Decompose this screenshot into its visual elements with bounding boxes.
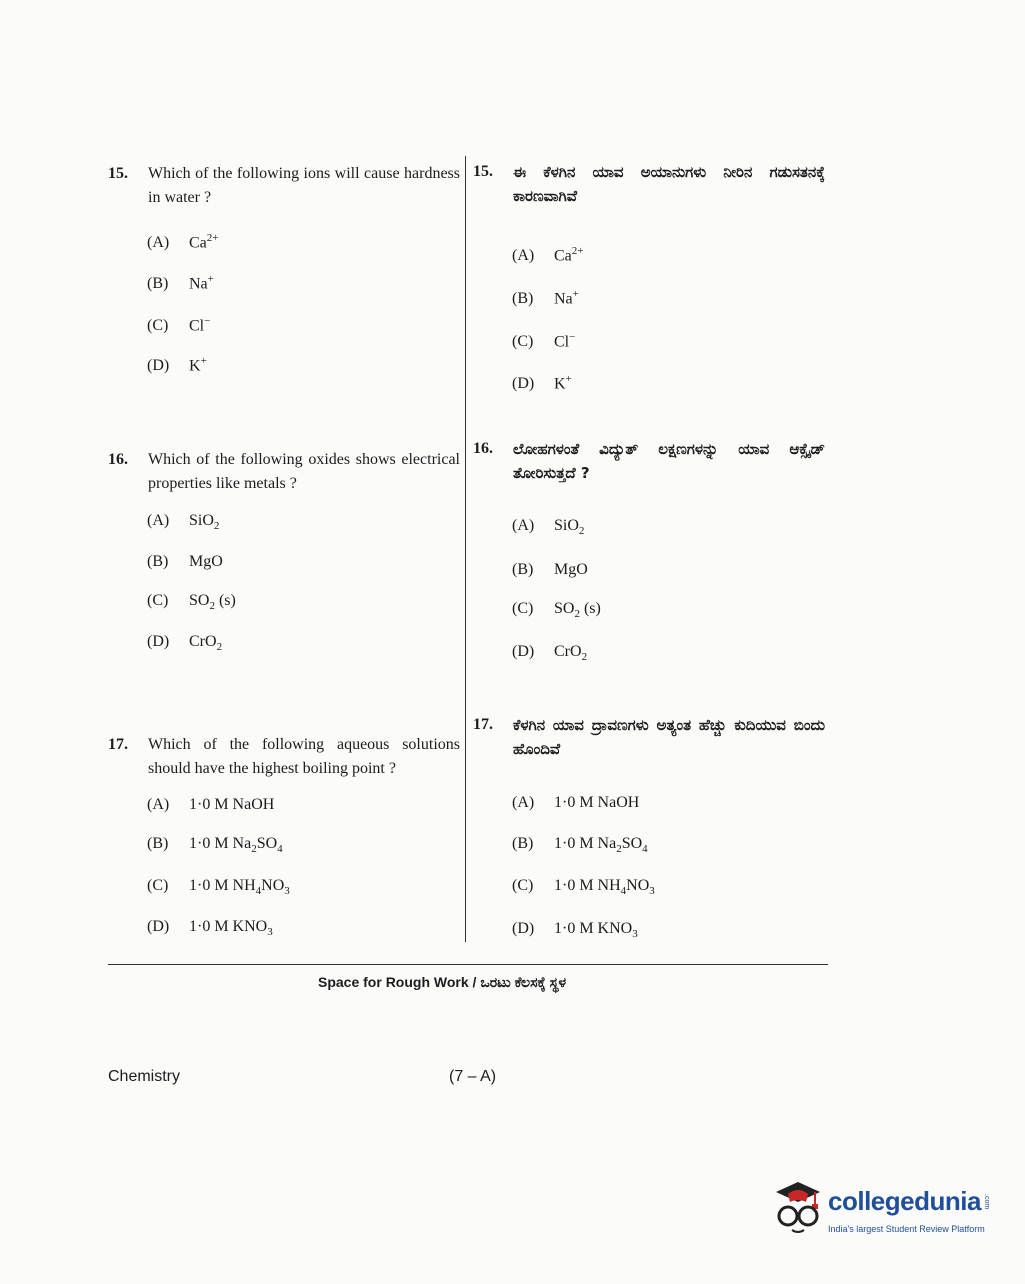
option-b: (B) 1·0 M $Na_2SO_4$ <box>147 835 283 856</box>
page-number: (7 – A) <box>449 1068 497 1085</box>
option-d: (D) K+ <box>147 355 207 375</box>
question-text: ಕೆಳಗಿನ ಯಾವ ದ್ರಾವಣಗಳು ಅತ್ಯಂತ ಹೆಚ್ಚು ಕುದಿಯುವ ಬಿಂದು ಹೊಂದಿವೆ <box>513 716 825 758</box>
option-b: (B) Na+ <box>147 273 214 293</box>
footer-rule <box>108 964 828 965</box>
option-d: (D) 1·0 M $KNO_3$ <box>512 920 638 941</box>
question-16-en <box>108 448 460 498</box>
question-text: Which of the following aqueous solutions should have the highest boiling point ? <box>148 736 460 777</box>
question-number: 15. <box>473 163 493 180</box>
option-c: (C) $SO_2$ (s) <box>512 600 601 621</box>
column-divider <box>465 156 466 942</box>
logo-com: .com <box>983 1194 990 1210</box>
option-c: (C) Cl− <box>512 331 576 351</box>
mascot-icon <box>770 1180 826 1240</box>
option-d: (D) K+ <box>512 373 572 393</box>
option-b: (B) Na+ <box>512 288 579 308</box>
option-b: (B) MgO <box>147 553 223 570</box>
question-number: 15. <box>108 165 128 182</box>
question-text: ಲೋಹಗಳಂತೆ ವಿದ್ಯುತ್ ಲಕ್ಷಣಗಳನ್ನು ಯಾವ ಆಕ್ಸೈಡ್ ತೋರಿಸುತ್ತದೆ ? <box>513 440 825 482</box>
option-c: (C) Cl− <box>147 315 211 335</box>
option-a: (A) SiO$_2$ <box>512 517 585 538</box>
question-16-kn <box>473 437 825 487</box>
question-text: ಈ ಕೆಳಗಿನ ಯಾವ ಅಯಾನುಗಳು ನೀರಿನ ಗಡುಸತನಕ್ಕೆ ಕಾರಣವಾಗಿವೆ <box>513 163 825 205</box>
option-b: (B) 1·0 M $Na_2SO_4$ <box>512 835 648 856</box>
option-c: (C) 1·0 M $NH_4NO_3$ <box>512 877 655 898</box>
question-17-kn <box>473 713 825 763</box>
option-a: (A) 1·0 M NaOH <box>512 794 640 811</box>
collegedunia-logo <box>770 1180 1000 1240</box>
question-number: 17. <box>108 736 128 753</box>
option-a: (A) 1·0 M NaOH <box>147 796 275 813</box>
question-text: Which of the following ions will cause hardness in water ? <box>148 165 460 206</box>
subject-label: Chemistry <box>108 1068 181 1085</box>
question-number: 17. <box>473 716 493 733</box>
question-15-en <box>108 162 460 212</box>
option-d: (D) CrO$_2$ <box>147 633 223 654</box>
option-d: (D) CrO$_2$ <box>512 643 588 664</box>
option-a: (A) $Ca^{2+}$ <box>512 245 584 265</box>
question-number: 16. <box>473 440 493 457</box>
logo-wordmark: collegedunia <box>828 1186 981 1216</box>
rough-work-label: Space for Rough Work / ಒರಟು ಕೆಲಸಕ್ಕೆ ಸ್ಥಳ <box>318 974 567 990</box>
option-b: (B) MgO <box>512 561 588 578</box>
question-text: Which of the following oxides shows electrical properties like metals ? <box>148 451 460 492</box>
option-d: (D) 1·0 M $KNO_3$ <box>147 918 273 939</box>
option-c: (C) 1·0 M $NH_4NO_3$ <box>147 877 290 898</box>
question-number: 16. <box>108 451 128 468</box>
logo-tagline: India's largest Student Review Platform <box>828 1224 985 1234</box>
option-a: (A) $Ca^{2+}$ <box>147 232 219 252</box>
question-15-kn <box>473 160 825 210</box>
option-a: (A) SiO$_2$ <box>147 512 220 533</box>
question-17-en <box>108 733 460 783</box>
option-c: (C) $SO_2$ (s) <box>147 592 236 613</box>
